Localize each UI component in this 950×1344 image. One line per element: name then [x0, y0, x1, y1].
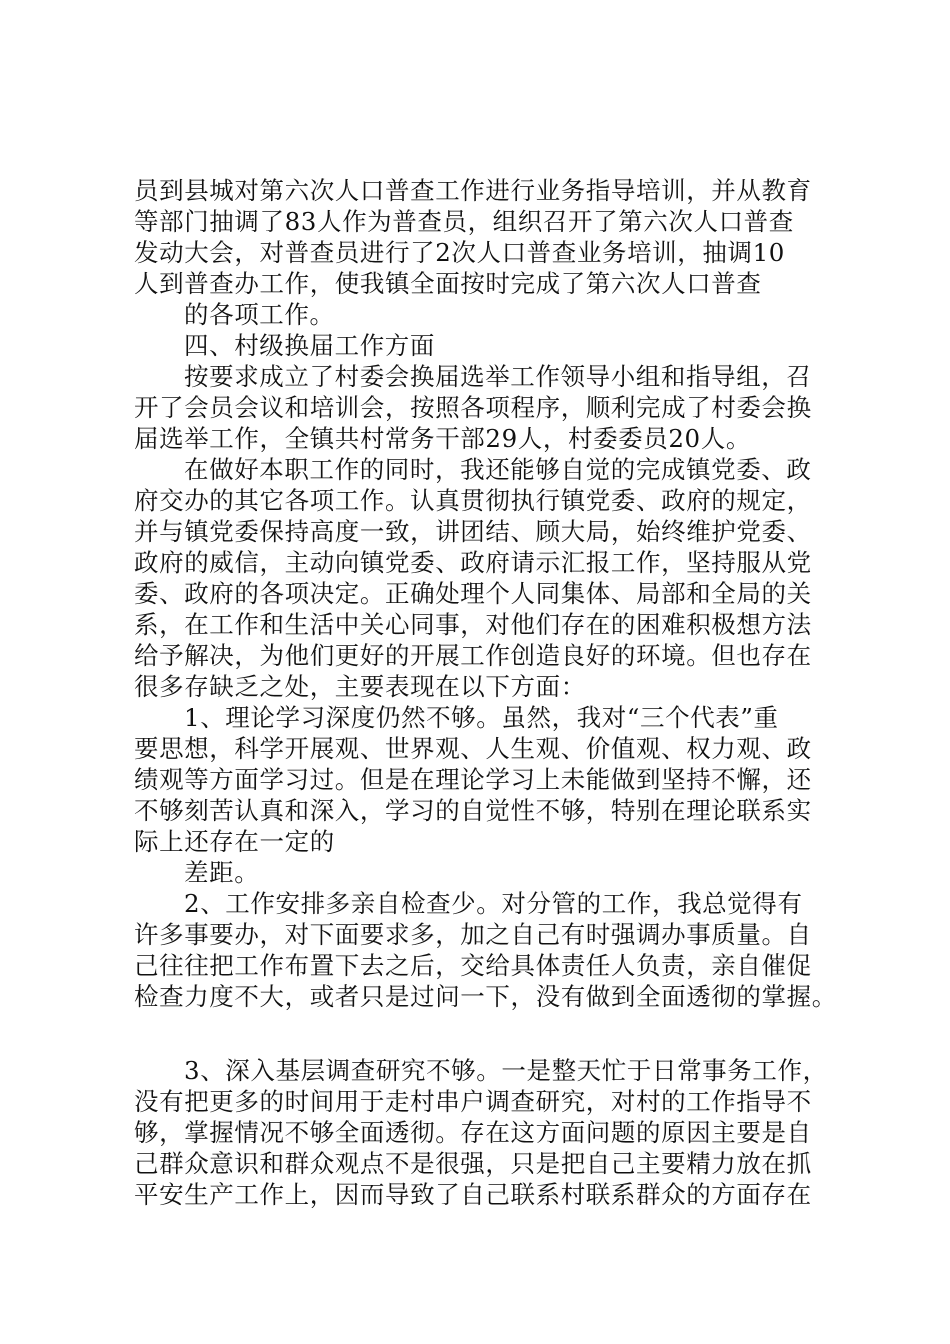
body-text-line: 员到县城对第六次人口普查工作进行业务指导培训，并从教育	[134, 176, 812, 205]
body-text-line: 发动大会，对普查员进行了2次人口普查业务培训，抽调10	[134, 238, 785, 267]
body-text-line: 没有把更多的时间用于走村串户调查研究，对村的工作指导不	[134, 1087, 812, 1116]
body-text-line: 并与镇党委保持高度一致，讲团结、顾大局，始终维护党委、	[134, 517, 812, 546]
body-text-line: 按要求成立了村委会换届选举工作领导小组和指导组，召	[184, 362, 812, 391]
body-text-line: 检查力度不大，或者只是过问一下，没有做到全面透彻的掌握。	[134, 982, 837, 1011]
body-text-line: 够，掌握情况不够全面透彻。存在这方面问题的原因主要是自	[134, 1118, 812, 1147]
body-text-line: 给予解决，为他们更好的开展工作创造良好的环境。但也存在	[134, 641, 812, 670]
body-text-line: 绩观等方面学习过。但是在理论学习上未能做到坚持不懈，还	[134, 765, 812, 794]
body-text-line: 要思想，科学开展观、世界观、人生观、价值观、权力观、政	[134, 734, 812, 763]
body-text-line: 等部门抽调了83人作为普查员，组织召开了第六次人口普查	[134, 207, 794, 236]
body-text-line: 不够刻苦认真和深入，学习的自觉性不够，特别在理论联系实	[134, 796, 812, 825]
body-text-line: 开了会员会议和培训会，按照各项程序，顺利完成了村委会换	[134, 393, 812, 422]
section-heading: 四、村级换届工作方面	[184, 331, 435, 360]
body-text-line: 的各项工作。	[184, 300, 335, 329]
body-text-line: 政府的威信，主动向镇党委、政府请示汇报工作，坚持服从党	[134, 548, 812, 577]
body-text-line: 府交办的其它各项工作。认真贯彻执行镇党委、政府的规定，	[134, 486, 812, 515]
body-text-line: 己往往把工作布置下去之后，交给具体责任人负责，亲自催促	[134, 951, 812, 980]
body-text-line: 人到普查办工作，使我镇全面按时完成了第六次人口普查	[134, 269, 762, 298]
body-text-line: 系，在工作和生活中关心同事，对他们存在的困难积极想方法	[134, 610, 812, 639]
list-item-text: 3、深入基层调查研究不够。一是整天忙于日常事务工作，	[184, 1056, 828, 1085]
body-text-line: 差距。	[184, 858, 260, 887]
body-text-line: 委、政府的各项决定。正确处理个人同集体、局部和全局的关	[134, 579, 812, 608]
body-text-line: 在做好本职工作的同时，我还能够自觉的完成镇党委、政	[184, 455, 812, 484]
body-text-line: 己群众意识和群众观点不是很强，只是把自己主要精力放在抓	[134, 1149, 812, 1178]
body-text-line: 届选举工作，全镇共村常务干部29人，村委委员20人。	[134, 424, 751, 453]
body-text-line: 许多事要办，对下面要求多，加之自己有时强调办事质量。自	[134, 920, 812, 949]
body-text-line: 很多存缺乏之处，主要表现在以下方面：	[134, 672, 586, 701]
list-item-text: 2、工作安排多亲自检查少。对分管的工作，我总觉得有	[184, 889, 803, 918]
body-text-line: 际上还存在一定的	[134, 827, 335, 856]
body-text-line: 平安生产工作上，因而导致了自己联系村联系群众的方面存在	[134, 1180, 812, 1209]
list-item-text: 1、理论学习深度仍然不够。虽然，我对“三个代表”重	[184, 703, 779, 732]
